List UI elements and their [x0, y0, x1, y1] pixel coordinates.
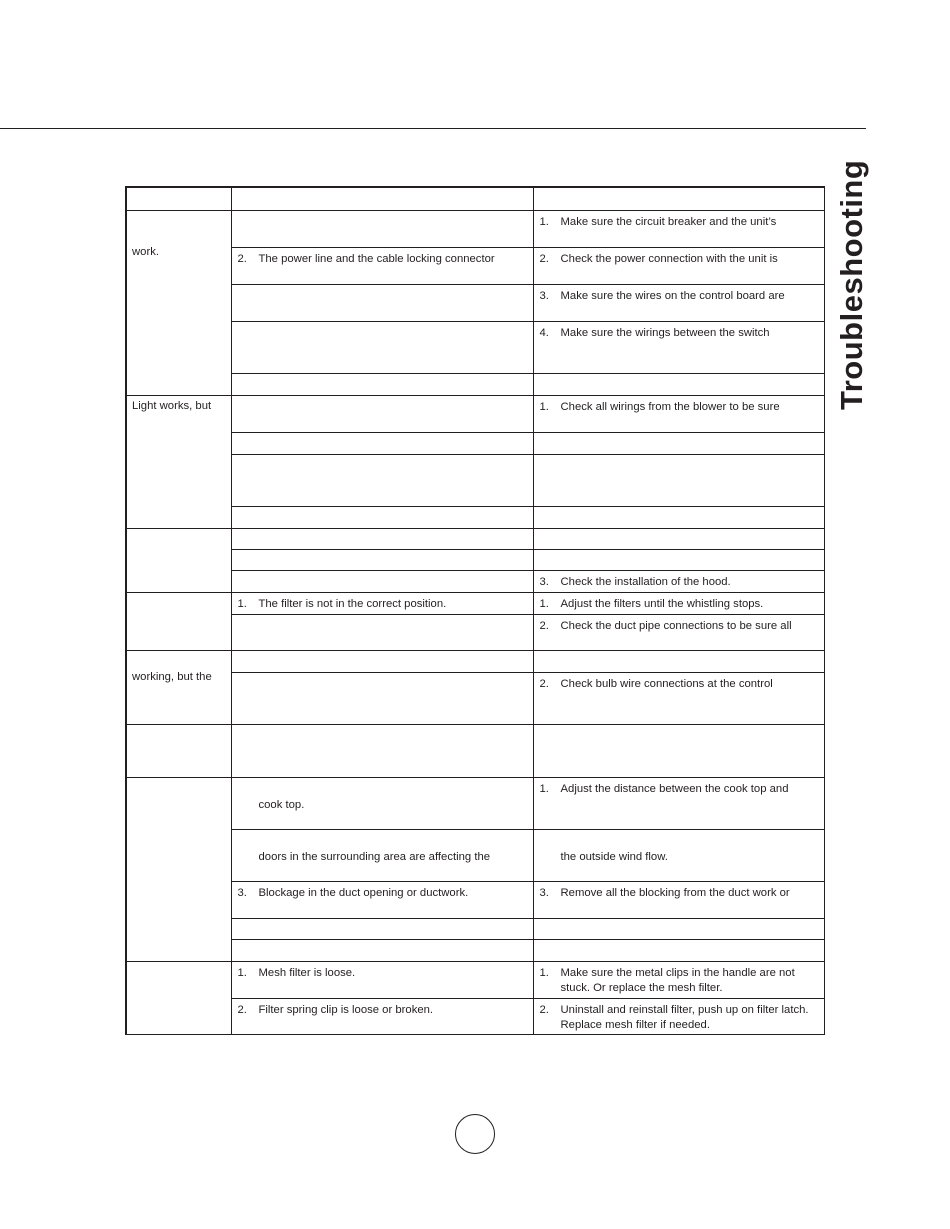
cause-text: The filter is not in the correct position. — [258, 597, 447, 610]
solution-number: 4. — [539, 326, 549, 339]
cause-cell — [231, 724, 533, 777]
table-row — [126, 395, 824, 432]
cause-number: 1. — [237, 966, 247, 979]
solution-cell — [533, 549, 824, 570]
solution-cell — [533, 373, 824, 395]
table-row — [126, 284, 824, 321]
solution-cell — [533, 570, 824, 592]
cause-text: cook top. — [258, 798, 305, 811]
table-row — [126, 650, 824, 672]
cause-text: Blockage in the duct opening or ductwork. — [258, 886, 469, 899]
solution-text: Remove all the blocking from the duct work or — [560, 886, 790, 899]
table-row — [126, 570, 824, 592]
solution-text: Adjust the distance between the cook top and — [560, 782, 789, 795]
solution-number: 3. — [539, 575, 549, 588]
problem-cell — [126, 210, 231, 395]
solution-cell — [533, 829, 824, 881]
solution-number — [540, 850, 561, 865]
solution-cell — [533, 528, 824, 549]
table-row — [126, 373, 824, 395]
solution-number: 3. — [539, 886, 549, 899]
problem-cell — [126, 395, 231, 528]
table-row — [126, 549, 824, 570]
cause-number: 1. — [237, 597, 247, 610]
solution-text: Adjust the filters until the whistling stops. — [560, 597, 764, 610]
solution-number: 1. — [539, 966, 549, 979]
solution-cell — [533, 592, 824, 614]
cause-cell — [231, 528, 533, 549]
problem-cell — [126, 592, 231, 650]
problem-text: work. — [132, 245, 159, 258]
cause-cell — [231, 284, 533, 321]
cause-number: 2. — [237, 252, 247, 265]
solution-text: Check the duct pipe connections to be sure all — [560, 619, 792, 632]
solution-text: the outside wind flow. — [560, 850, 668, 863]
problem-cell — [126, 528, 231, 592]
solution-number: 1. — [539, 597, 549, 610]
cause-cell — [231, 881, 533, 918]
solution-text: Uninstall and reinstall filter, push up on filter latch. Replace mesh filter if needed. — [560, 1003, 809, 1031]
solution-text: Make sure the metal clips in the handle are not stuck. Or replace the mesh filter. — [560, 966, 795, 994]
table-row — [126, 939, 824, 961]
cause-text: The power line and the cable locking connector — [258, 252, 495, 265]
problem-cell — [126, 724, 231, 777]
problem-cell — [126, 650, 231, 724]
solution-cell — [533, 247, 824, 284]
table-row — [126, 918, 824, 939]
solution-cell — [533, 881, 824, 918]
solution-cell — [533, 939, 824, 961]
table-row — [126, 672, 824, 724]
cause-cell — [231, 506, 533, 528]
problem-cell — [126, 777, 231, 961]
solution-cell — [533, 321, 824, 373]
cause-number: 3. — [237, 886, 247, 899]
solution-cell — [533, 724, 824, 777]
cause-cell — [231, 549, 533, 570]
solution-cell — [533, 210, 824, 247]
cause-cell — [231, 614, 533, 650]
solution-number: 1. — [539, 400, 549, 413]
solution-text: Check all wirings from the blower to be sure — [560, 400, 780, 413]
header-cell-cause — [231, 187, 533, 210]
problem-cell — [126, 961, 231, 1034]
table-row — [126, 592, 824, 614]
solution-cell — [533, 918, 824, 939]
table-header-row — [126, 187, 824, 210]
solution-number: 3. — [539, 289, 549, 302]
solution-cell — [533, 284, 824, 321]
solution-number: 2. — [539, 252, 549, 265]
solution-cell — [533, 506, 824, 528]
cause-cell — [231, 395, 533, 432]
table-row — [126, 614, 824, 650]
table-row — [126, 247, 824, 284]
cause-cell — [231, 454, 533, 506]
problem-text: working, but the — [132, 670, 212, 683]
solution-cell — [533, 650, 824, 672]
problem-text: Light works, but — [132, 399, 212, 412]
table-row — [126, 528, 824, 549]
table-row — [126, 998, 824, 1034]
solution-cell — [533, 395, 824, 432]
cause-cell — [231, 321, 533, 373]
table-row — [126, 210, 824, 247]
solution-cell — [533, 961, 824, 998]
cause-cell — [231, 672, 533, 724]
header-cell-solution — [533, 187, 824, 210]
table-row — [126, 881, 824, 918]
cause-cell — [231, 777, 533, 829]
solution-cell — [533, 614, 824, 650]
cause-cell — [231, 570, 533, 592]
table-row — [126, 724, 824, 777]
solution-number: 2. — [539, 619, 549, 632]
solution-text: Make sure the circuit breaker and the unit’s — [560, 215, 777, 228]
solution-text: Make sure the wirings between the switch — [560, 326, 770, 339]
table-row — [126, 506, 824, 528]
troubleshooting-table — [125, 186, 825, 1035]
page-number-circle — [455, 1114, 495, 1154]
header-cell-problem — [126, 187, 231, 210]
cause-cell — [231, 373, 533, 395]
cause-cell — [231, 432, 533, 454]
header-rule — [0, 128, 866, 129]
cause-cell — [231, 210, 533, 247]
cause-cell — [231, 247, 533, 284]
solution-cell — [533, 672, 824, 724]
solution-number: 1. — [539, 215, 549, 228]
solution-number: 2. — [539, 677, 549, 690]
solution-cell — [533, 454, 824, 506]
cause-cell — [231, 939, 533, 961]
solution-text: Make sure the wires on the control board are — [560, 289, 785, 302]
cause-number: 2. — [237, 1003, 247, 1016]
solution-text: Check the installation of the hood. — [560, 575, 731, 588]
solution-number: 1. — [539, 782, 549, 795]
solution-cell — [533, 777, 824, 829]
solution-number: 2. — [539, 1003, 549, 1016]
section-title: Troubleshooting — [834, 159, 869, 410]
solution-text: Check bulb wire connections at the control — [560, 677, 773, 690]
cause-cell — [231, 918, 533, 939]
cause-text: Filter spring clip is loose or broken. — [258, 1003, 434, 1016]
table-row — [126, 454, 824, 506]
cause-number — [238, 850, 259, 865]
cause-cell — [231, 961, 533, 998]
cause-text: doors in the surrounding area are affecting the — [258, 850, 491, 863]
solution-text: Check the power connection with the unit is — [560, 252, 778, 265]
cause-cell — [231, 829, 533, 881]
table-row — [126, 321, 824, 373]
cause-text: Mesh filter is loose. — [258, 966, 356, 979]
solution-cell — [533, 432, 824, 454]
table-row — [126, 961, 824, 998]
solution-cell — [533, 998, 824, 1034]
table-row — [126, 432, 824, 454]
cause-cell — [231, 998, 533, 1034]
cause-cell — [231, 592, 533, 614]
table-row — [126, 829, 824, 881]
table-row — [126, 777, 824, 829]
cause-number — [238, 798, 259, 813]
cause-cell — [231, 650, 533, 672]
